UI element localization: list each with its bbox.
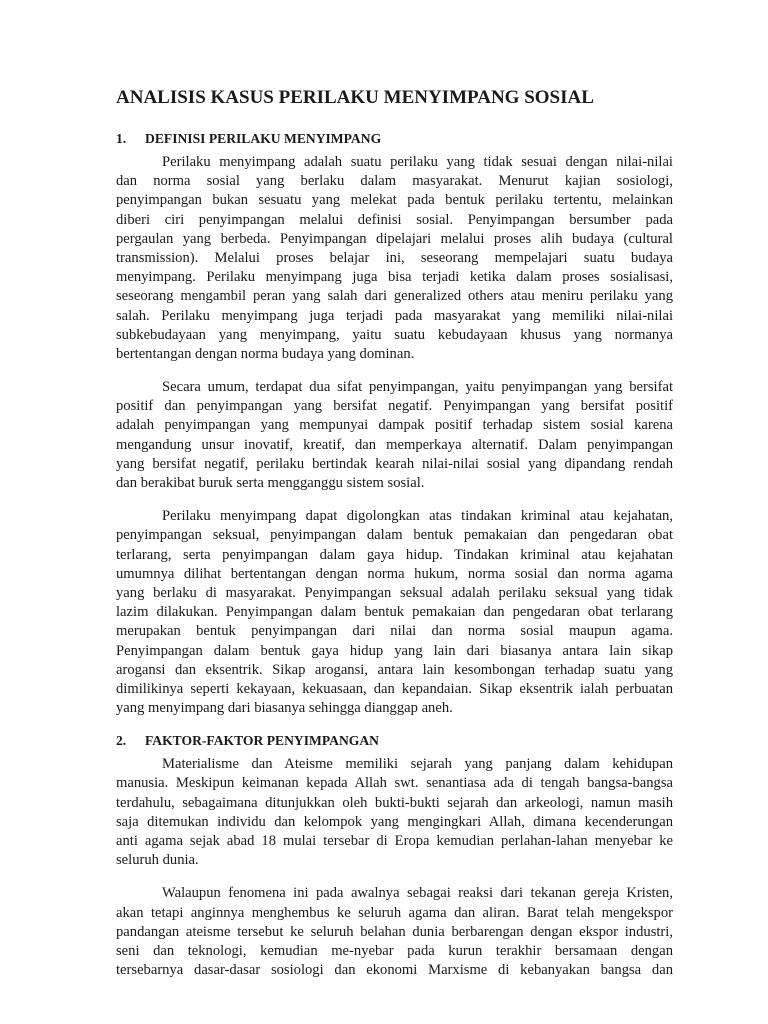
text-line: tersebarnya dasar-dasar sosiologi dan ekonomi Marxisme di kebanyakan bangsa dan [116,962,673,979]
text-line: transmission). Melalui proses belajar ini, seseorang mempelajari suatu budaya [116,249,673,266]
text-line: Perilaku menyimpang adalah suatu perilaku yang tidak sesuai dengan nilai-nilai [162,154,673,170]
text-line: dimilikinya seperti kekayaan, kekuasaan, dan kepandaian. Sikap eksentrik ialah perbuatan [116,680,673,697]
text-line: umumnya dilihat bertentangan dengan norma hukum, norma sosial dan norma agama [116,565,673,582]
paragraph [116,153,673,364]
text-line: dan berakibat buruk serta mengganggu sistem sosial. [116,475,425,491]
text-line: salah. Perilaku menyimpang juga terjadi pada masyarakat yang memiliki nilai-nilai [116,307,673,324]
text-line: positif dan penyimpangan yang bersifat negatif. Penyimpangan yang bersifat positif [116,398,673,415]
text-line: penyimpangan bukan sesuatu yang melekat pada bentuk perilaku tertentu, melainkan [116,192,673,209]
text-line: Materialisme dan Ateisme memiliki sejarah yang panjang dalam kehidupan [162,756,673,773]
text-line: manusia. Meskipun keimanan kepada Allah swt. senantiasa ada di tengah bangsa-bangsa [116,775,673,792]
section-number: 2. [116,733,127,749]
text-line: merupakan bentuk penyimpangan dari nilai dan norma sosial maupun agama. [116,623,673,640]
text-line: menyimpang. Perilaku menyimpang juga bisa terjadi ketika dalam proses sosialisasi, [116,269,673,286]
text-line: mengandung unsur inovatif, kreatif, dan memperkaya alternatif. Dalam penyimpangan [116,436,673,453]
section-definisi [116,130,673,718]
text-line: pergaulan yang berbeda. Penyimpangan dipelajari melalui proses alih budaya (cultural [116,230,673,247]
text-line: seluruh dunia. [116,852,199,869]
text-line: seni dan teknologi, kemudian me-nyebar pada kurun terakhir bersamaan dengan [116,942,673,959]
paragraph [116,755,673,870]
text-line: terdahulu, sebagaimana ditunjukkan oleh bukti-bukti sejarah dan arkeologi, namun masih [116,794,673,811]
text-line: Secara umum, terdapat dua sifat penyimpangan, yaitu penyimpangan yang bersifat [162,379,673,396]
section-heading [116,130,673,148]
document-title: ANALISIS KASUS PERILAKU MENYIMPANG SOSIAL [116,87,594,108]
section-title: DEFINISI PERILAKU MENYIMPANG [145,131,382,146]
text-line: arogansi dan eksentrik. Sikap arogansi, antara lain kesombongan terhadap suatu yang [116,661,673,678]
paragraph [116,378,673,493]
paragraph [116,507,673,718]
text-line: bertentangan dengan norma budaya yang dominan. [116,345,415,362]
text-line: lazim dilakukan. Penyimpangan dalam bentuk pemakaian dan pengedaran obat terlarang [116,604,673,621]
text-line: Penyimpangan dalam bentuk gaya hidup yang lain dari biasanya antara lain sikap [116,642,673,659]
text-line: penyimpangan seksual, penyimpangan dalam bentuk pemakaian dan pengedaran obat [116,527,673,544]
text-line: seseorang mengambil peran yang salah dari generalized others atau meniru perilaku yang [116,288,673,305]
text-line: pandangan ateisme tersebut ke seluruh belahan dunia berbarengan dengan ekspor industri, [116,923,673,940]
section-faktor [116,732,673,980]
document-page [116,86,673,994]
text-line: anti agama sejak abad 18 mulai tersebar di Eropa kemudian perlahan-lahan menyebar ke [116,833,673,849]
text-line: diberi ciri penyimpangan melalui definisi sosial. Penyimpangan bersumber pada [116,211,673,228]
text-line: yang menyimpang dari biasanya sehingga dianggap aneh. [116,700,453,717]
text-line: terlarang, serta penyimpangan dalam gaya hidup. Tindakan kriminal atau kejahatan [116,546,673,563]
section-heading [116,732,673,750]
text-line: saja ditemukan individu dan kelompok yang mengingkari Allah, dimana kecenderungan [116,813,673,830]
text-line: Walaupun fenomena ini pada awalnya sebagai reaksi dari tekanan gereja Kristen, [162,885,673,902]
text-line: yang berlaku di masyarakat. Penyimpangan seksual adalah perilaku seksual yang tidak [116,584,673,601]
text-line: Perilaku menyimpang dapat digolongkan atas tindakan kriminal atau kejahatan, [162,508,673,525]
text-line: subkebudayaan yang menyimpang, yaitu suatu kebudayaan khusus yang normanya [116,326,673,343]
section-number: 1. [116,131,127,146]
section-title: FAKTOR-FAKTOR PENYIMPANGAN [145,733,379,749]
text-line: dan norma sosial yang berlaku dalam masyarakat. Menurut kajian sosiologi, [116,173,673,190]
paragraph [116,884,673,980]
text-line: adalah penyimpangan yang mempunyai dampak positif terhadap sistem sosial karena [116,417,673,434]
text-line: akan tetapi anginnya menghembus ke seluruh agama dan aliran. Barat telah mengekspor [116,904,673,921]
text-line: yang bersifat negatif, perilaku bertindak kearah nilai-nilai sosial yang dipandang rendah [116,455,673,472]
